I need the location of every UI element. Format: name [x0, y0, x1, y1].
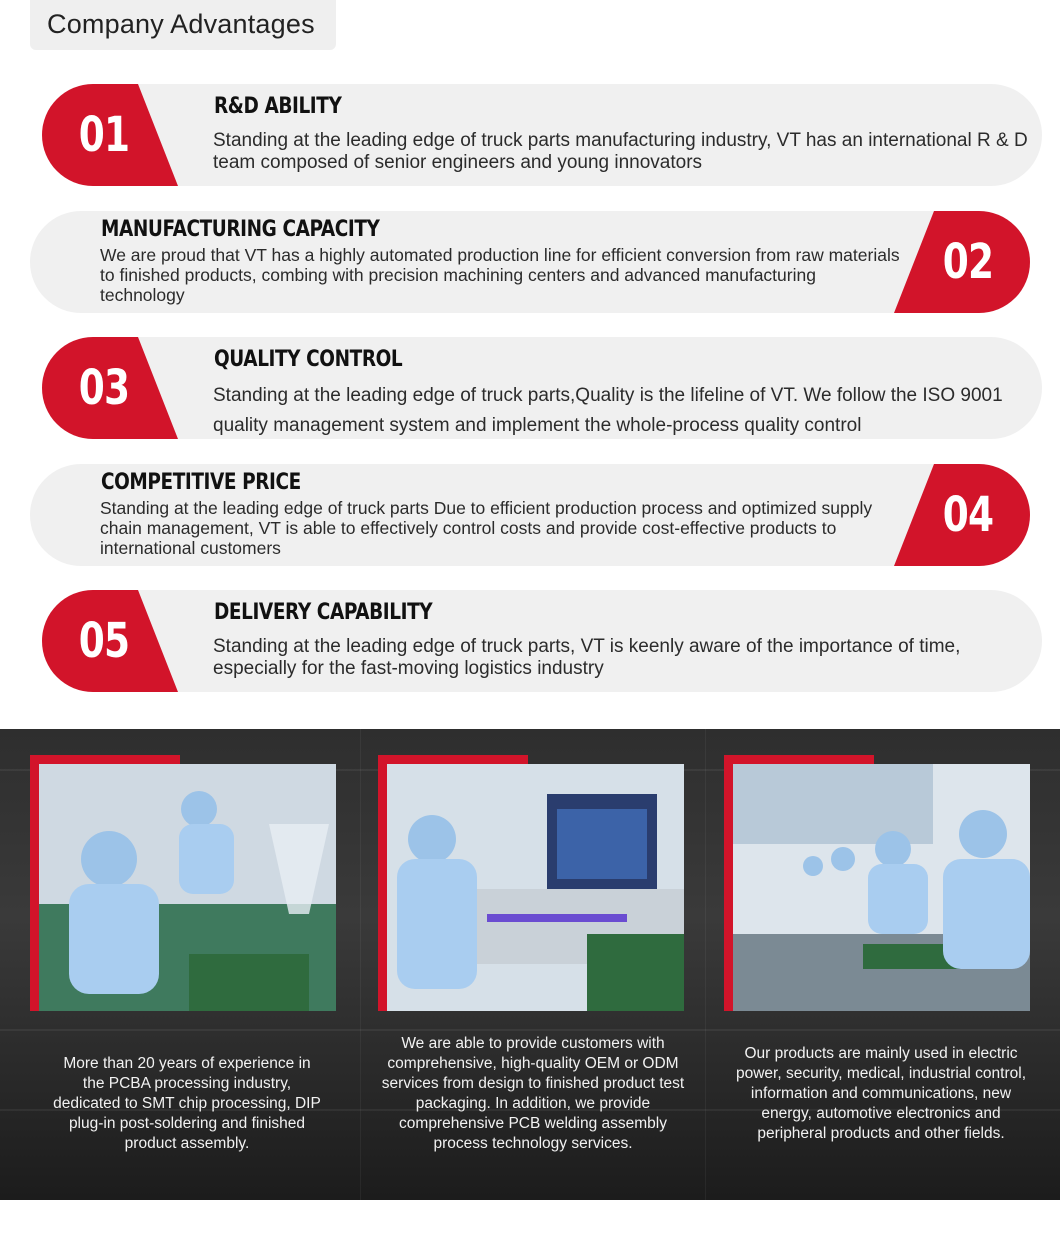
- service-card-oem: [378, 755, 685, 1015]
- advantage-title: COMPETITIVE PRICE: [101, 470, 301, 495]
- advantage-number: 02: [942, 234, 994, 290]
- advantage-title: DELIVERY CAPABILITY: [214, 600, 433, 625]
- decor-line: [705, 729, 706, 1200]
- service-caption: Our products are mainly used in electric power, security, medical, industrial control, information and communications, new energy, automotive electronics and peripheral products and other fields.: [735, 1045, 1027, 1142]
- factory-section: [0, 729, 1060, 1200]
- factory-photo: [39, 764, 336, 1011]
- advantage-description: Standing at the leading edge of truck parts manufacturing industry, VT has an international R & D team composed of senior engineers and young innovators: [213, 130, 1028, 173]
- advantage-title: QUALITY CONTROL: [214, 347, 403, 372]
- advantage-row-price: [30, 464, 1030, 566]
- advantage-title: R&D ABILITY: [214, 94, 342, 119]
- factory-photo: [387, 764, 684, 1011]
- advantage-description: Standing at the leading edge of truck parts,Quality is the lifeline of VT. We follow the ISO 9001 quality management system and implement the whole-process quality control: [213, 385, 1003, 436]
- service-caption: We are able to provide customers with comprehensive, high-quality OEM or ODM services from design to finished product test packaging. In addition, we provide comprehensive PCB welding assembly process technology services.: [381, 1035, 685, 1152]
- advantage-number: 05: [78, 613, 130, 669]
- service-card-products: [724, 755, 1031, 1015]
- advantage-number: 01: [78, 107, 130, 163]
- advantage-row-manufacturing: [30, 211, 1030, 313]
- advantage-title: MANUFACTURING CAPACITY: [101, 217, 380, 242]
- advantage-description: We are proud that VT has a highly automated production line for efficient conversion from raw materials to finished products, combing with precision machining centers and advanced manufacturing technology: [100, 245, 900, 305]
- advantage-row-quality: [42, 337, 1042, 439]
- factory-photo: [733, 764, 1030, 1011]
- decor-line: [0, 1029, 1060, 1031]
- advantage-row-rd: [42, 84, 1042, 186]
- advantage-number: 04: [942, 487, 994, 543]
- advantage-number: 03: [78, 360, 130, 416]
- section-title: Company Advantages: [30, 0, 336, 50]
- advantage-description: Standing at the leading edge of truck parts Due to efficient production process and optimized supply chain management, VT is able to effectively control costs and provide cost-effective products to international customers: [100, 498, 873, 558]
- service-caption: More than 20 years of experience in the PCBA processing industry, dedicated to SMT chip processing, DIP plug-in post-soldering and finished product assembly.: [53, 1055, 321, 1152]
- service-card-pcba: [30, 755, 337, 1015]
- decor-line: [360, 729, 361, 1200]
- advantage-description: Standing at the leading edge of truck parts, VT is keenly aware of the importance of time, especially for the fast-moving logistics industry: [213, 636, 961, 679]
- advantage-row-delivery: [42, 590, 1042, 692]
